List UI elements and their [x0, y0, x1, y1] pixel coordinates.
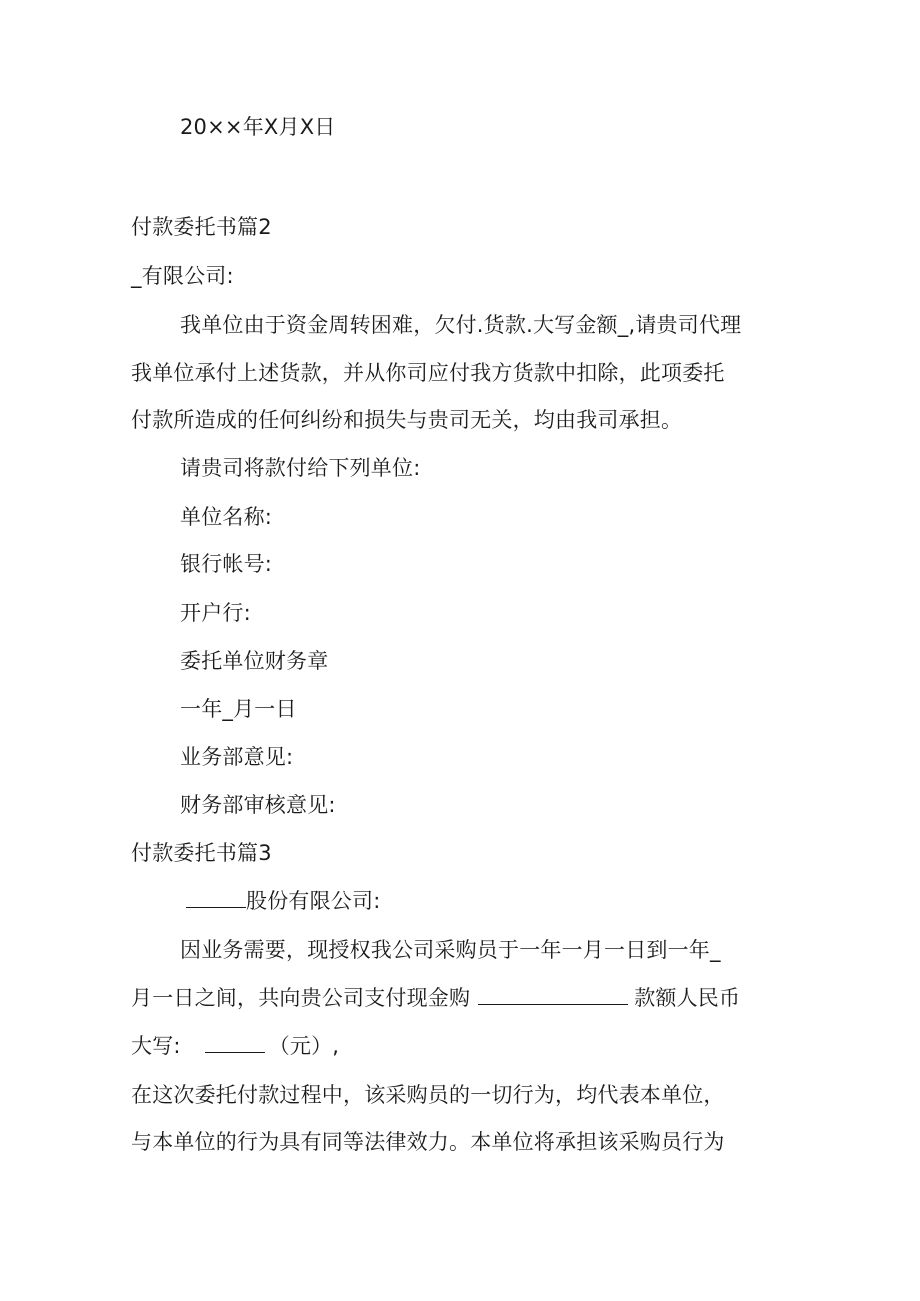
header-date: 20××年X月X日 [180, 115, 336, 139]
section2-title: 付款委托书篇2 [131, 215, 272, 239]
section2-body-line-1: 我单位由于资金周转困难，欠付.货款.大写金额_,请贵司代理 [180, 313, 742, 337]
section3-line-2-start: 月一日之间，共向贵公司支付现金购 [131, 986, 471, 1010]
section2-body-line-3: 付款所造成的任何纠纷和损失与贵司无关，均由我司承担。 [131, 408, 683, 432]
amount-uppercase-label: 大写: [131, 1034, 181, 1058]
purchase-item-blank [478, 986, 628, 1005]
section3-line-4: 在这次委托付款过程中，该采购员的一切行为，均代表本单位， [131, 1083, 725, 1107]
bank-label: 开户行: [180, 601, 251, 625]
bank-account-label: 银行帐号: [180, 552, 273, 576]
section3-line-2-end: 款额人民币 [634, 986, 741, 1010]
section3-line-1: 因业务需要，现授权我公司采购员于一年一月一日到一年_ [180, 938, 721, 962]
section3-addressee-row [186, 886, 380, 916]
section2-date: 一年_月一日 [180, 697, 297, 721]
section3-title: 付款委托书篇3 [131, 841, 272, 865]
section2-body-line-2: 我单位承付上述货款，并从你司应付我方货款中扣除，此项委托 [131, 361, 725, 385]
section2-addressee: _有限公司: [131, 264, 234, 288]
section3-line-5: 与本单位的行为具有同等法律效力。本单位将承担该采购员行为 [131, 1130, 725, 1154]
payment-request: 请贵司将款付给下列单位: [180, 456, 421, 480]
finance-opinion-label: 财务部审核意见: [180, 793, 336, 817]
business-opinion-label: 业务部意见: [180, 745, 294, 769]
amount-blank [205, 1034, 265, 1053]
section3-line-3 [131, 1031, 339, 1061]
section3-addressee: 股份有限公司: [246, 889, 381, 913]
yuan-unit: （元）, [268, 1034, 340, 1058]
company-blank [186, 889, 246, 908]
section3-line-2 [131, 983, 740, 1013]
seal-label: 委托单位财务章 [180, 649, 329, 673]
unit-name-label: 单位名称: [180, 505, 273, 529]
